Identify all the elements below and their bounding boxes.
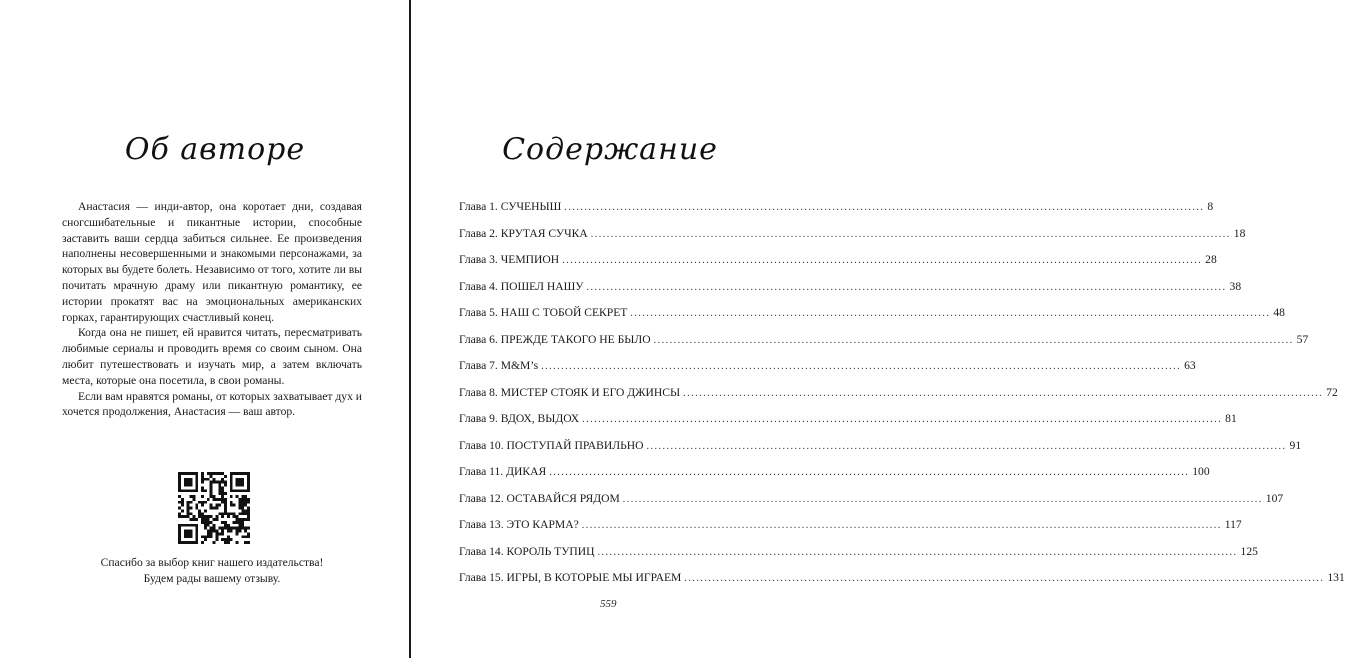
toc-entry-page: 100: [1192, 465, 1210, 478]
toc-entry: [459, 332, 1309, 360]
dot-leader: ................................................................................................................................................................: [549, 467, 1190, 478]
dot-leader: ................................................................................................................................................................: [630, 308, 1271, 319]
toc-entry: [459, 491, 1284, 519]
contents-heading: Содержание: [502, 132, 718, 167]
toc-entry: [459, 544, 1258, 572]
dot-leader: ................................................................................................................................................................: [653, 334, 1294, 346]
toc-entry-title: Глава 8. МИСТЕР СТОЯК И ЕГО ДЖИНСЫ: [459, 385, 681, 399]
page-number: 559: [600, 598, 617, 610]
toc-entry-title: Глава 7. M&M’s: [459, 359, 539, 372]
toc-entry-title: Глава 9. ВДОХ, ВЫДОХ: [459, 412, 580, 425]
toc-entry-title: Глава 15. ИГРЫ, В КОТОРЫЕ МЫ ИГРАЕМ: [459, 571, 682, 584]
toc-entry-page: 81: [1225, 412, 1237, 425]
toc-entry-title: Глава 14. КОРОЛЬ ТУПИЦ: [459, 544, 595, 558]
thanks-message: [62, 555, 362, 587]
author-bio: [62, 199, 362, 420]
dot-leader: ................................................................................................................................................................: [597, 546, 1238, 558]
toc-entry: [459, 253, 1217, 280]
dot-leader: ................................................................................................................................................................: [562, 255, 1203, 266]
toc-entry-page: 107: [1265, 491, 1284, 505]
toc-entry-title: Глава 13. ЭТО КАРМА?: [459, 518, 579, 531]
toc-entry-page: 18: [1233, 226, 1246, 240]
toc-entry-page: 57: [1296, 332, 1309, 346]
bio-paragraph: Когда она не пишет, ей нравится читать, пересматривать любимые сериалы и проводить время со своим сыном. Она любит путешествовать и изучать мир, а затем включать места, которые она посетила, в свои романы.: [62, 326, 362, 387]
toc-entry-title: Глава 10. ПОСТУПАЙ ПРАВИЛЬНО: [459, 438, 644, 452]
toc-entry-title: Глава 12. ОСТАВАЙСЯ РЯДОМ: [459, 491, 620, 505]
toc-entry: [459, 226, 1246, 254]
toc-entry-page: 8: [1207, 200, 1214, 213]
toc-entry: [459, 279, 1242, 307]
toc-entry-title: Глава 5. НАШ С ТОБОЙ СЕКРЕТ: [459, 306, 628, 319]
toc-entry-page: 38: [1229, 279, 1242, 293]
toc-entry: [459, 412, 1237, 439]
bio-paragraph: Если вам нравятся романы, от которых захватывает дух и хочется продолжения, Анастасия — ваш автор.: [62, 389, 362, 419]
dot-leader: ................................................................................................................................................................: [541, 361, 1182, 372]
toc-entry: [459, 306, 1285, 333]
toc-entry-page: 72: [1326, 385, 1338, 399]
toc-entry-title: Глава 1. СУЧЕНЫШ: [459, 200, 562, 213]
toc-entry-page: 131: [1327, 571, 1345, 584]
right-page: [412, 0, 1345, 658]
toc-entry: [459, 438, 1302, 466]
dot-leader: ................................................................................................................................................................: [582, 414, 1223, 425]
about-author-heading: Об авторе: [124, 132, 306, 167]
toc-entry-title: Глава 2. КРУТАЯ СУЧКА: [459, 226, 588, 240]
thanks-line: Спасибо за выбор книг нашего издательства!: [100, 556, 324, 569]
toc-entry: [459, 359, 1196, 386]
book-spine: [409, 0, 411, 658]
toc-entry: [459, 385, 1338, 413]
toc-entry-page: 91: [1289, 438, 1302, 452]
toc-entry: [459, 200, 1214, 227]
thanks-line: Будем рады вашему отзыву.: [143, 572, 281, 585]
toc-entry-page: 117: [1224, 518, 1242, 531]
toc-entry: [459, 465, 1210, 492]
dot-leader: ................................................................................................................................................................: [586, 281, 1227, 293]
toc-entry: [459, 571, 1345, 598]
bio-paragraph: Анастасия — инди-автор, она коротает дни, создавая сногсшибательные и пикантные истории, способные заставить ваши сердца забиться сильнее. Ее произведения наполнены несовершенными и знакомыми персонажами, за которых вы будете болеть. Независимо от того, хотите ли вы почитать мрачную драму или пикантную романтику, ее истории прокатят вас на эмоциональных американских горках, гарантирующих счастливый конец.: [62, 200, 362, 324]
toc-entry-title: Глава 11. ДИКАЯ: [459, 465, 547, 478]
dot-leader: ................................................................................................................................................................: [564, 202, 1205, 213]
toc-entry-title: Глава 4. ПОШЕЛ НАШУ: [459, 279, 584, 293]
dot-leader: ................................................................................................................................................................: [622, 493, 1263, 505]
dot-leader: ................................................................................................................................................................: [684, 573, 1325, 584]
toc-entry-page: 63: [1184, 359, 1196, 372]
dot-leader: ................................................................................................................................................................: [646, 440, 1287, 452]
toc-entry-page: 28: [1205, 253, 1217, 266]
toc-entry: [459, 518, 1242, 545]
toc-entry-title: Глава 6. ПРЕЖДЕ ТАКОГО НЕ БЫЛО: [459, 332, 651, 346]
dot-leader: ................................................................................................................................................................: [590, 228, 1231, 240]
dot-leader: ................................................................................................................................................................: [683, 387, 1324, 399]
left-page: [0, 0, 410, 658]
qr-code-icon: [178, 472, 250, 544]
dot-leader: ................................................................................................................................................................: [581, 520, 1222, 531]
toc-entry-page: 125: [1240, 544, 1258, 558]
table-of-contents: [459, 200, 1345, 598]
toc-entry-title: Глава 3. ЧЕМПИОН: [459, 253, 560, 266]
toc-entry-page: 48: [1273, 306, 1285, 319]
